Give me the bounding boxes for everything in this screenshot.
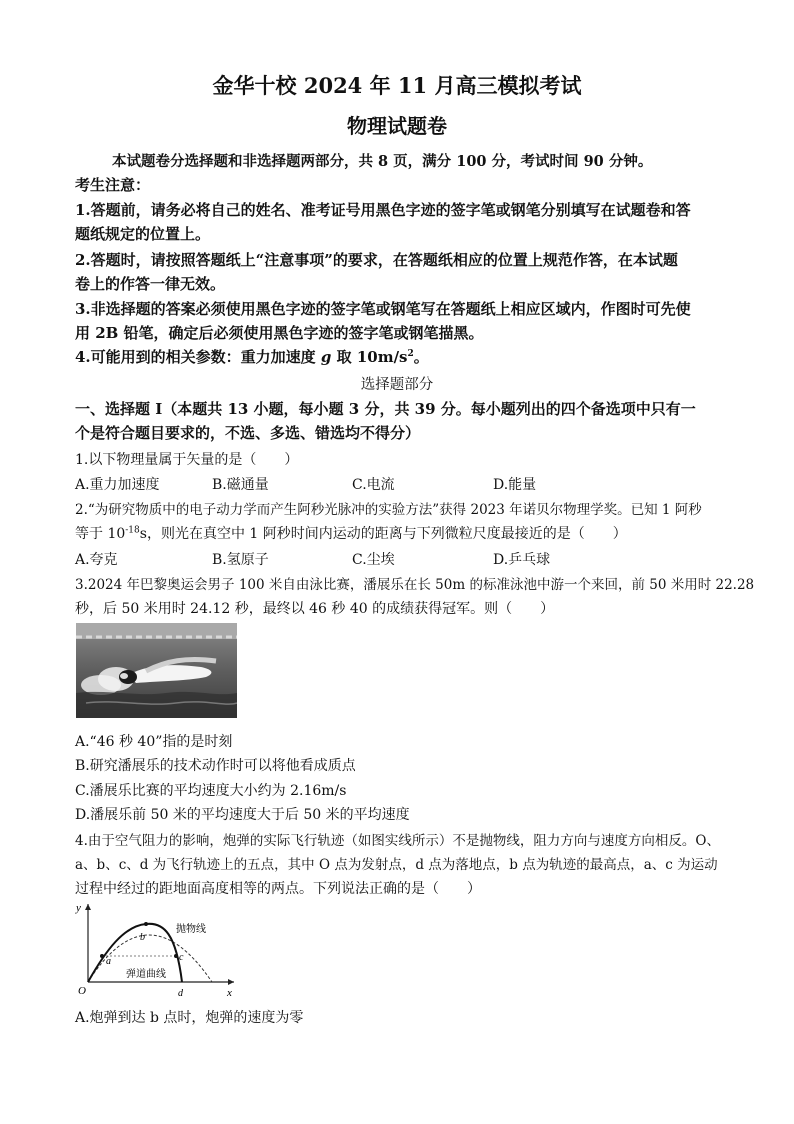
point-b-label: b <box>140 932 145 943</box>
parabola-label: 抛物线 <box>176 924 206 935</box>
q2-stem-2 <box>75 523 725 543</box>
q2-stem-2-pre: 等于 10 <box>75 526 126 542</box>
q3-option-c: C.潘展乐比赛的平均速度大小约为 2.16m/s <box>75 783 347 799</box>
notice-item-4-end: 。 <box>413 348 429 366</box>
intro-text: 本试题卷分选择题和非选择题两部分，共 8 页，满分 100 分，考试时间 90 分钟。 <box>112 153 653 170</box>
point-c-label: c <box>179 952 184 963</box>
q2-stem-2-sup: -18 <box>125 525 140 536</box>
q2-option-d: D.乒乓球 <box>493 552 551 568</box>
notice-heading: 考生注意： <box>75 176 151 194</box>
q2-option-c: C.尘埃 <box>352 552 395 568</box>
exam-title: 金华十校 2024 年 11 月高三模拟考试 <box>212 73 582 98</box>
part1-instruction-1: 一、选择题 Ⅰ（本题共 13 小题，每小题 3 分，共 39 分。每小题列出的四个备选项中只有一 <box>75 400 696 418</box>
q1-option-d: D.能量 <box>493 477 537 493</box>
point-d-label: d <box>178 988 183 999</box>
q3-stem-2: 秒，后 50 米用时 24.12 秒，最终以 46 秒 40 的成绩获得冠军。则（ ） <box>75 601 555 617</box>
origin-label: O <box>78 985 86 997</box>
point-a-label: a <box>106 956 111 967</box>
q4-stem-2: a、b、c、d 为飞行轨迹上的五点，其中 O 点为发射点，d 点为落地点，b 点为轨迹的最高点，a、c 为运动 <box>75 857 718 873</box>
y-axis-label: y <box>76 902 81 914</box>
exam-subtitle: 物理试题卷 <box>347 114 447 138</box>
notice-item-1b: 题纸规定的位置上。 <box>75 225 211 243</box>
q1-option-b: B.磁通量 <box>212 477 269 493</box>
q1-option-c: C.电流 <box>352 477 395 493</box>
gravity-symbol: g <box>320 348 332 366</box>
swimmer-photo <box>76 623 237 718</box>
q2-stem-1: 2.“为研究物质中的电子动力学而产生阿秒光脉冲的实验方法”获得 2023 年诺贝尔物理学奖。已知 1 阿秒 <box>75 502 702 518</box>
section-title: 选择题部分 <box>360 377 434 393</box>
q3-stem-1: 3.2024 年巴黎奥运会男子 100 米自由泳比赛，潘展乐在长 50m 的标准泳池中游一个来回，前 50 米用时 22.28 <box>75 577 755 593</box>
notice-item-4-pre: 4.可能用到的相关参数：重力加速度 <box>75 348 321 366</box>
notice-item-1a: 1.答题前，请务必将自己的姓名、准考证号用黑色字迹的签字笔或钢笔分别填写在试题卷和答 <box>75 201 691 219</box>
trajectory-figure <box>72 898 242 1003</box>
y-axis-arrow <box>85 904 91 910</box>
notice-item-4-post: 取 10m/s <box>331 348 408 366</box>
q4-stem-1: 4.由于空气阻力的影响，炮弹的实际飞行轨迹（如图实线所示）不是抛物线，阻力方向与速度方向相反。O、 <box>75 833 720 849</box>
q1-stem: 1.以下物理量属于矢量的是（ ） <box>75 452 299 468</box>
q4-option-a: A.炮弹到达 b 点时，炮弹的速度为零 <box>75 1010 304 1026</box>
swimmer-image <box>76 623 237 718</box>
notice-item-3b: 用 2B 铅笔，确定后必须使用黑色字迹的签字笔或钢笔描黑。 <box>75 324 484 342</box>
point-b-dot <box>144 922 148 926</box>
notice-item-3a: 3.非选择题的答案必须使用黑色字迹的签字笔或钢笔写在答题纸上相应区域内，作图时可先使 <box>75 300 691 318</box>
q4-stem-3: 过程中经过的距地面高度相等的两点。下列说法正确的是（ ） <box>75 881 481 897</box>
q2-option-a: A.夸克 <box>75 552 118 568</box>
notice-item-2a: 2.答题时，请按照答题纸上“注意事项”的要求，在答题纸相应的位置上规范作答，在本试题 <box>75 251 678 269</box>
q3-option-b: B.研究潘展乐的技术动作时可以将他看成质点 <box>75 758 356 774</box>
notice-item-4 <box>75 346 725 367</box>
trajectory-label: 弹道曲线 <box>126 969 166 980</box>
q2-stem-2-post: s，则光在真空中 1 阿秒时间内运动的距离与下列微粒尺度最接近的是（ ） <box>139 526 627 542</box>
trajectory-diagram <box>72 898 242 1003</box>
notice-item-2b: 卷上的作答一律无效。 <box>75 275 226 293</box>
point-c-dot <box>174 954 178 958</box>
q2-option-b: B.氢原子 <box>212 552 269 568</box>
x-axis-label: x <box>227 987 232 999</box>
part1-instruction-2: 个是符合题目要求的，不选、多选、错选均不得分） <box>75 424 421 442</box>
notice-item-4-sup: 2 <box>407 349 414 359</box>
q3-option-d: D.潘展乐前 50 米的平均速度大于后 50 米的平均速度 <box>75 807 410 823</box>
q1-option-a: A.重力加速度 <box>75 477 160 493</box>
x-axis-arrow <box>228 979 234 985</box>
q3-option-a: A.“46 秒 40”指的是时刻 <box>75 734 233 750</box>
point-a-dot <box>100 954 104 958</box>
